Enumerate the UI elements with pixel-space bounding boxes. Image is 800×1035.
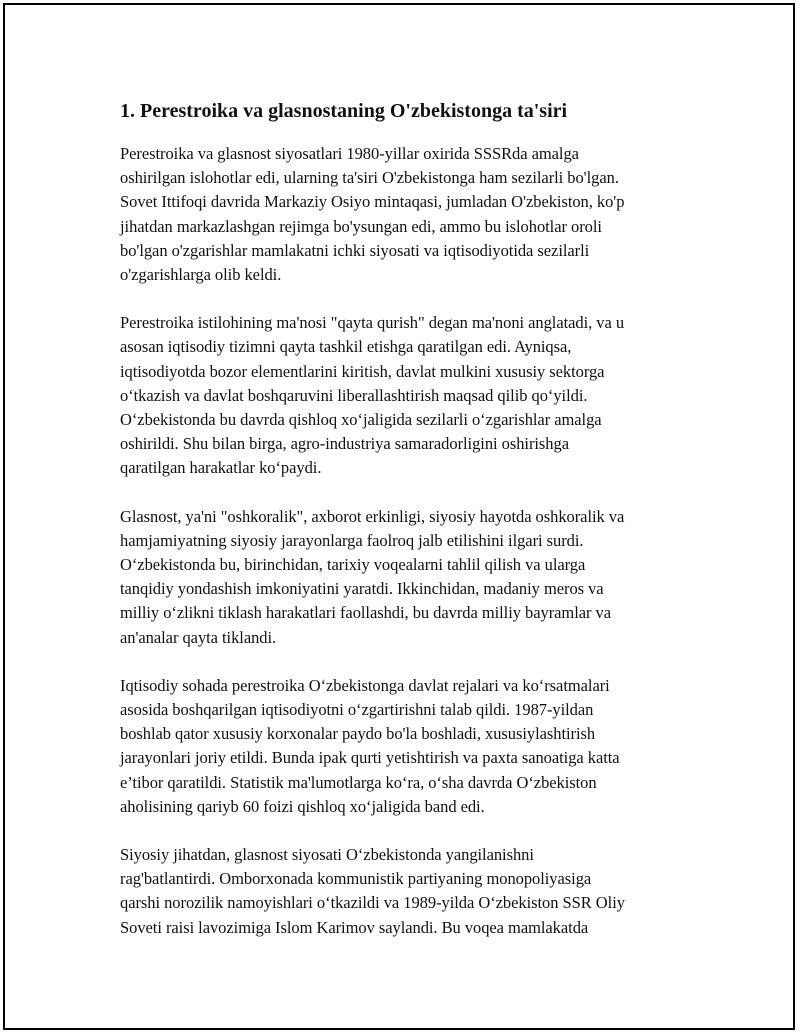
paragraph-4 [120,674,700,819]
text-line: jihatdan markazlashgan rejimga bo'ysungan edi, ammo bu islohotlar oroli [120,216,602,236]
text-line: O‘zbekistonda bu, birinchidan, tarixiy voqealarni tahlil qilish va ularga [120,555,586,575]
paragraph-5 [120,843,700,940]
text-line: o'zgarishlarga olib keldi. [120,265,282,285]
text-line: rag'batlantirdi. Omborxonada kommunistik partiyaning monopoliyasiga [120,869,592,889]
document-title: 1. Perestroika va glasnostaning O'zbekistonga ta'siri [120,100,568,122]
text-line: Glasnost, ya'ni "oshkoralik", axborot erkinligi, siyosiy hayotda oshkoralik va [120,506,625,526]
text-line: iqtisodiyotda bozor elementlarini kiritish, davlat mulkini xususiy sektorga [120,361,605,381]
text-line: milliy o‘zlikni tiklash harakatlari faollashdi, bu davrda milliy bayramlar va [120,603,612,623]
text-line: Perestroika istilohining ma'nosi "qayta qurish" degan ma'noni anglatadi, va u [120,313,625,333]
text-line: boshlab qator xususiy korxonalar paydo bo'la boshladi, xususiylashtirish [120,724,596,744]
paragraph-1 [120,142,700,287]
page-frame [3,3,795,1030]
text-line: jarayonlari joriy etildi. Bunda ipak qurti yetishtirish va paxta sanoatiga katta [120,748,620,768]
document-content [120,97,700,964]
text-line: asosida boshqarilgan iqtisodiyotni o‘zgartirishni talab qildi. 1987-yildan [120,700,594,720]
text-line: e’tibor qaratildi. Statistik ma'lumotlarga ko‘ra, o‘sha davrda O‘zbekiston [120,772,597,792]
text-line: bo'lgan o'zgarishlar mamlakatni ichki siyosati va iqtisodiyotida sezilarli [120,240,590,260]
text-line: qarshi norozilik namoyishlari o‘tkazildi va 1989-yilda O‘zbekiston SSR Oliy [120,893,625,913]
text-line: an'analar qayta tiklandi. [120,627,277,647]
text-line: o‘tkazish va davlat boshqaruvini liberallashtirish maqsad qilib qo‘yildi. [120,385,588,405]
text-line: oshirildi. Shu bilan birga, agro-industriya samaradorligini oshirishga [120,434,569,454]
text-line: Iqtisodiy sohada perestroika O‘zbekistonga davlat rejalari va ko‘rsatmalari [120,675,610,695]
text-line: Perestroika va glasnost siyosatlari 1980-yillar oxirida SSSRda amalga [120,144,579,163]
text-line: qaratilgan harakatlar ko‘paydi. [120,458,322,478]
text-line: Soveti raisi lavozimiga Islom Karimov saylandi. Bu voqea mamlakatda [120,917,589,937]
text-line: tanqidiy yondashish imkoniyatini yaratdi. Ikkinchidan, madaniy meros va [120,579,604,599]
text-line: asosan iqtisodiy tizimni qayta tashkil etishga qaratilgan edi. Ayniqsa, [120,337,572,357]
paragraph-list [120,142,700,940]
paragraph-3 [120,505,700,650]
text-line: Sovet Ittifoqi davrida Markaziy Osiyo mintaqasi, jumladan O'zbekiston, ko'p [120,192,625,212]
text-line: hamjamiyatning siyosiy jarayonlarga faolroq jalb etilishini ilgari surdi. [120,530,584,550]
text-line: oshirilgan islohotlar edi, ularning ta'siri O'zbekistonga ham sezilarli bo'lgan. [120,168,619,188]
text-line: Siyosiy jihatdan, glasnost siyosati O‘zbekistonda yangilanishni [120,845,534,865]
text-line: O‘zbekistonda bu davrda qishloq xo‘jaligida sezilarli o‘zgarishlar amalga [120,410,602,430]
text-line: aholisining qariyb 60 foizi qishloq xo‘jaligida band edi. [120,796,485,816]
paragraph-2 [120,311,700,480]
